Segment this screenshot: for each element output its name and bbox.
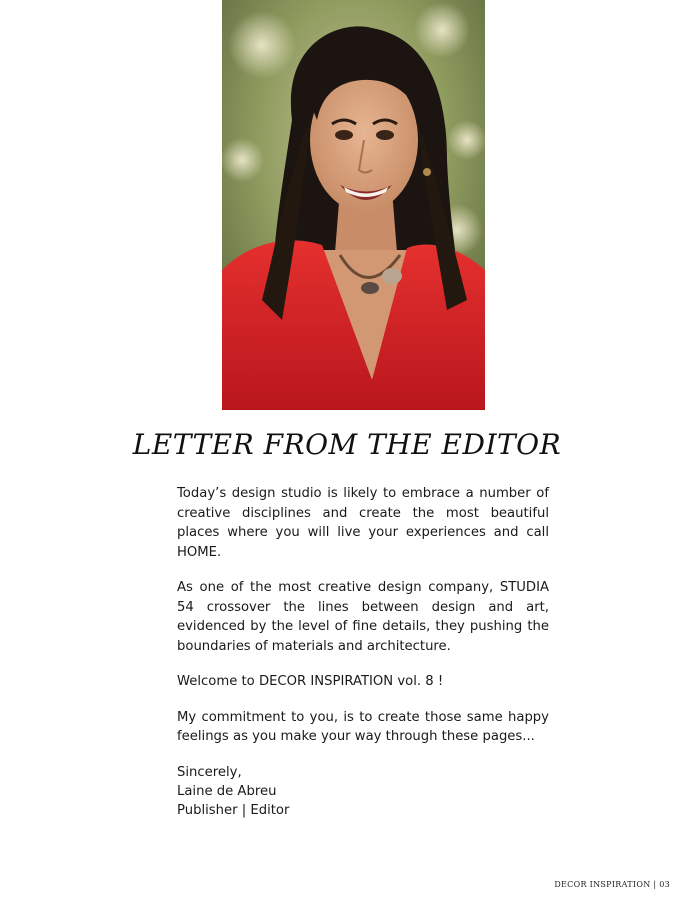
- paragraph-intro: Today’s design studio is likely to embrace a number of creative disciplines and create the most beautiful places where you will live your experiences and call HOME.: [177, 486, 549, 560]
- page-title: LETTER FROM THE EDITOR: [132, 428, 562, 461]
- letter-body: [177, 484, 549, 820]
- paragraph-studio: As one of the most creative design company, STUDIA 54 crossover the lines between design and art, evidenced by the level of fine details, they pushing the boundaries of materials and architecture.: [177, 580, 549, 654]
- paragraph-welcome: Welcome to DECOR INSPIRATION vol. 8 !: [177, 674, 444, 689]
- signature-name: Laine de Abreu: [177, 783, 277, 799]
- signature-closing: Sincerely,: [177, 764, 242, 780]
- editor-portrait-photo: [222, 0, 485, 410]
- signature-block: [177, 763, 549, 820]
- paragraph-commitment: My commitment to you, is to create those same happy feelings as you make your way through these pages...: [177, 709, 549, 744]
- page-footer: DECOR INSPIRATION | 03: [554, 880, 670, 889]
- signature-role: Publisher | Editor: [177, 802, 290, 818]
